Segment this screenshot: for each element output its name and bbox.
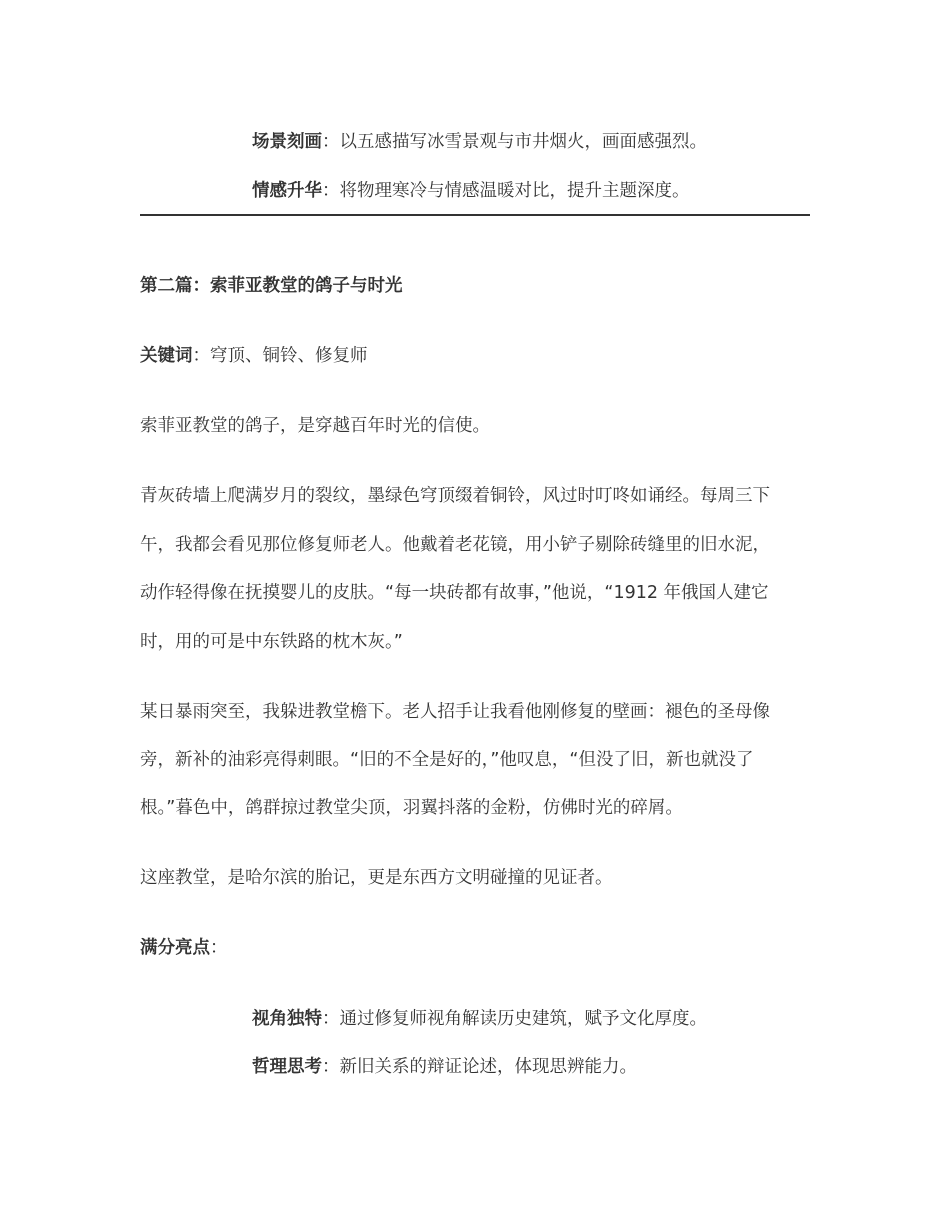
article-title: 第二篇：索菲亚教堂的鸽子与时光 — [140, 276, 403, 296]
paragraph-line: 旁，新补的油彩亮得刺眼。“旧的不全是好的，”他叹息，“但没了旧，新也就没了 — [140, 750, 754, 770]
highlight-term: 情感升华 — [252, 181, 322, 201]
highlights-heading — [140, 936, 228, 960]
keywords-text: ：穹顶、铜铃、修复师 — [192, 346, 368, 366]
paragraph-line: 午，我都会看见那位修复师老人。他戴着老花镜，用小铲子剔除砖缝里的旧水泥， — [140, 535, 770, 555]
highlight-term: 视角独特 — [252, 1009, 322, 1029]
highlight-term: 哲理思考 — [252, 1057, 322, 1077]
highlight-text: ：将物理寒冷与情感温暖对比，提升主题深度。 — [322, 181, 690, 201]
paragraph-line: 根。”暮色中，鸽群掠过教堂尖顶，羽翼抖落的金粉，仿佛时光的碎屑。 — [140, 798, 683, 818]
paragraph-line: 索菲亚教堂的鸽子，是穿越百年时光的信使。 — [140, 416, 490, 436]
paragraph-line: 某日暴雨突至，我躲进教堂檐下。老人招手让我看他刚修复的壁画：褪色的圣母像 — [140, 702, 770, 722]
document-page — [140, 0, 810, 1230]
paragraph-line: 动作轻得像在抚摸婴儿的皮肤。“每一块砖都有故事，”他说，“1912 年俄国人建它 — [140, 583, 769, 603]
highlight-text: ：通过修复师视角解读历史建筑，赋予文化厚度。 — [322, 1009, 707, 1029]
paragraph-line: 青灰砖墙上爬满岁月的裂纹，墨绿色穹顶缀着铜铃，风过时叮咚如诵经。每周三下 — [140, 486, 770, 506]
paragraph-line: 这座教堂，是哈尔滨的胎记，更是东西方文明碰撞的见证者。 — [140, 868, 613, 888]
highlights-colon: ： — [210, 938, 228, 958]
keywords-line — [140, 344, 368, 368]
keywords-label: 关键词 — [140, 346, 193, 366]
highlight-text: ：新旧关系的辩证论述，体现思辨能力。 — [322, 1057, 637, 1077]
highlight-item — [252, 1055, 637, 1079]
paragraph-line: 时，用的可是中东铁路的枕木灰。” — [140, 632, 403, 652]
highlight-item — [252, 1007, 707, 1031]
highlights-label: 满分亮点 — [140, 938, 210, 958]
highlight-term: 场景刻画 — [252, 132, 322, 152]
highlight-item — [252, 130, 707, 154]
highlight-item — [252, 179, 690, 203]
section-divider — [140, 214, 810, 216]
highlight-text: ：以五感描写冰雪景观与市井烟火，画面感强烈。 — [322, 132, 707, 152]
